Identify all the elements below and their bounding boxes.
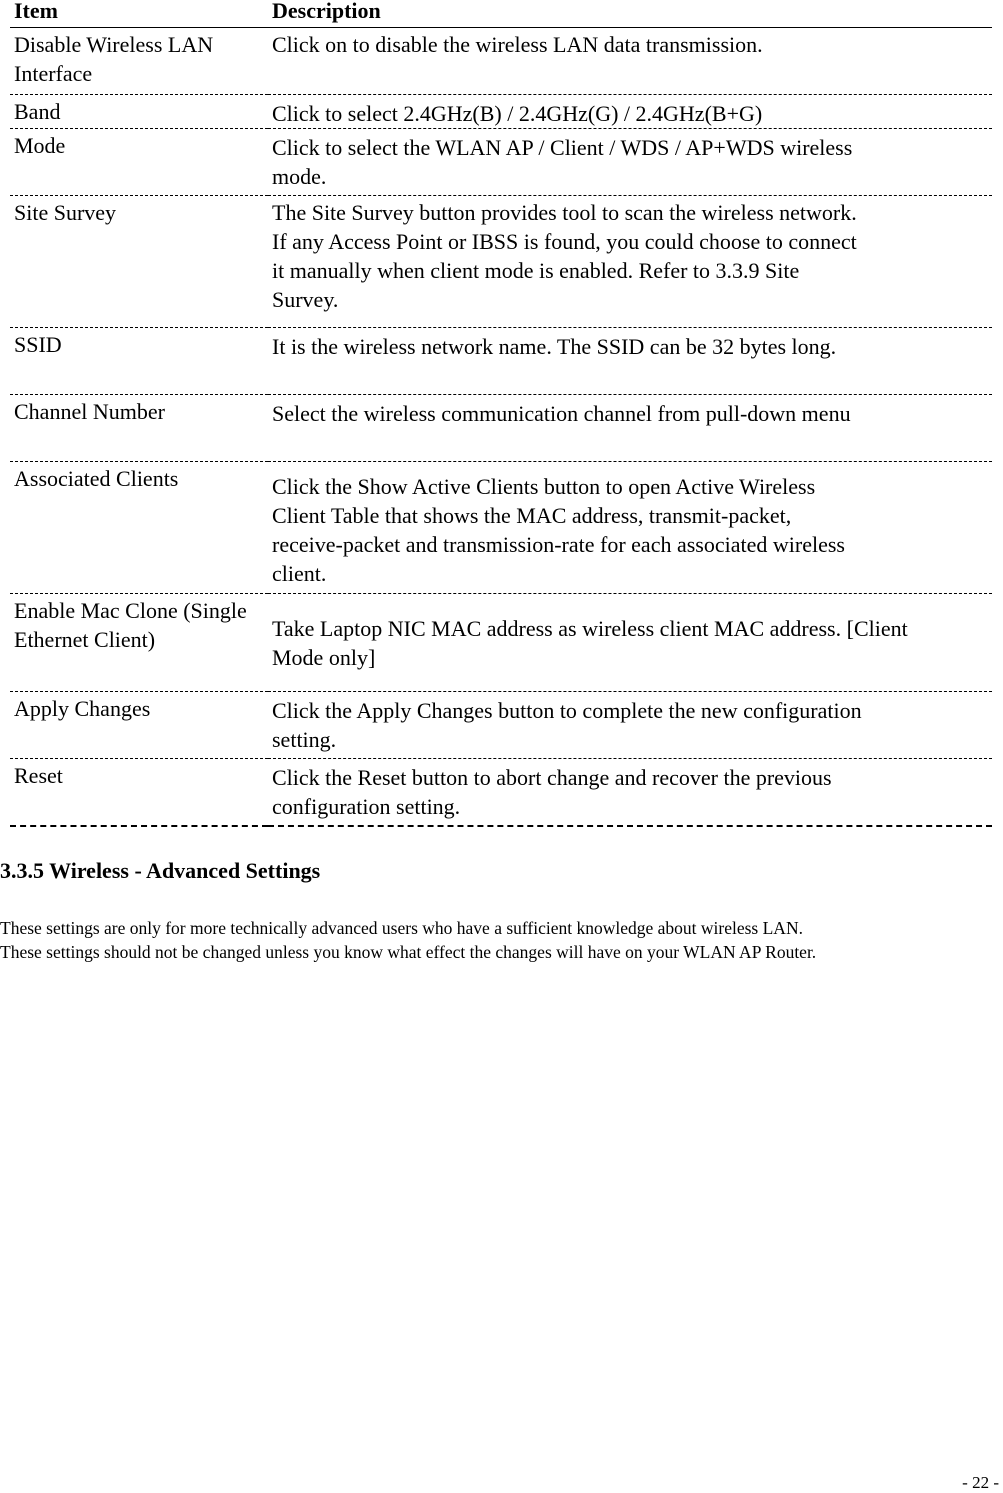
paragraph-line: These settings should not be changed unless you know what effect the changes will have on your WLAN AP Router. — [0, 942, 817, 962]
row-description — [268, 328, 992, 395]
row-item: Associated Clients — [10, 462, 268, 594]
row-item: Apply Changes — [10, 692, 268, 759]
settings-table — [10, 0, 992, 827]
table-header-row — [10, 0, 992, 28]
row-description-text: The Site Survey button provides tool to scan the wireless network. If any Access Point or IBSS is found, you could choose to connect it manually when client mode is enabled. Refer to 3.3.9 Site Survey. — [272, 200, 857, 312]
row-item: Reset — [10, 759, 268, 826]
row-item: Enable Mac Clone (Single Ethernet Client) — [10, 594, 268, 692]
paragraph-line: These settings are only for more technically advanced users who have a sufficient knowledge about wireless LAN. — [0, 918, 803, 938]
row-description-text: Click to select the WLAN AP / Client / WDS / AP+WDS wireless mode. — [272, 135, 853, 189]
row-description — [268, 95, 992, 129]
table-row — [10, 196, 992, 328]
row-description — [268, 395, 992, 462]
table-row — [10, 462, 992, 594]
section-title: 3.3.5 Wireless - Advanced Settings — [0, 858, 321, 883]
column-header-item: Item — [10, 0, 268, 28]
table-row — [10, 328, 992, 395]
table-row — [10, 692, 992, 759]
row-description — [268, 759, 992, 826]
row-item: Channel Number — [10, 395, 268, 462]
row-description — [268, 692, 992, 759]
table-row — [10, 95, 992, 129]
row-description — [268, 594, 992, 692]
table-row — [10, 759, 992, 826]
row-description — [268, 129, 992, 196]
row-description-text: Take Laptop NIC MAC address as wireless client MAC address. [Client Mode only] — [272, 616, 908, 670]
row-item: Band — [10, 95, 268, 129]
row-description-text: It is the wireless network name. The SSID can be 32 bytes long. — [272, 334, 837, 359]
row-description-text: Select the wireless communication channel from pull-down menu — [272, 401, 851, 426]
row-item: Disable Wireless LAN Interface — [10, 28, 268, 95]
row-description-text: Click the Reset button to abort change and recover the previous configuration setting. — [272, 765, 832, 819]
row-description-text: Click to select 2.4GHz(B) / 2.4GHz(G) / 2.4GHz(B+G) — [272, 101, 763, 126]
row-item: SSID — [10, 328, 268, 395]
page-number: - 22 - — [962, 1473, 999, 1492]
row-item: Site Survey — [10, 196, 268, 328]
row-description-text: Click the Show Active Clients button to open Active Wireless Client Table that shows the MAC address, transmit-packet, receive-packet and transmission-rate for each associated wireless client. — [272, 474, 845, 586]
table-row — [10, 395, 992, 462]
column-header-description: Description — [268, 0, 992, 28]
row-item: Mode — [10, 129, 268, 196]
row-description-text: Click on to disable the wireless LAN data transmission. — [272, 32, 763, 57]
section-paragraph — [0, 916, 1000, 964]
table-row — [10, 28, 992, 95]
table-row — [10, 594, 992, 692]
row-description-text: Click the Apply Changes button to complete the new configuration setting. — [272, 698, 862, 752]
row-description — [268, 462, 992, 594]
table-row — [10, 129, 992, 196]
row-description — [268, 196, 992, 328]
row-description — [268, 28, 992, 95]
